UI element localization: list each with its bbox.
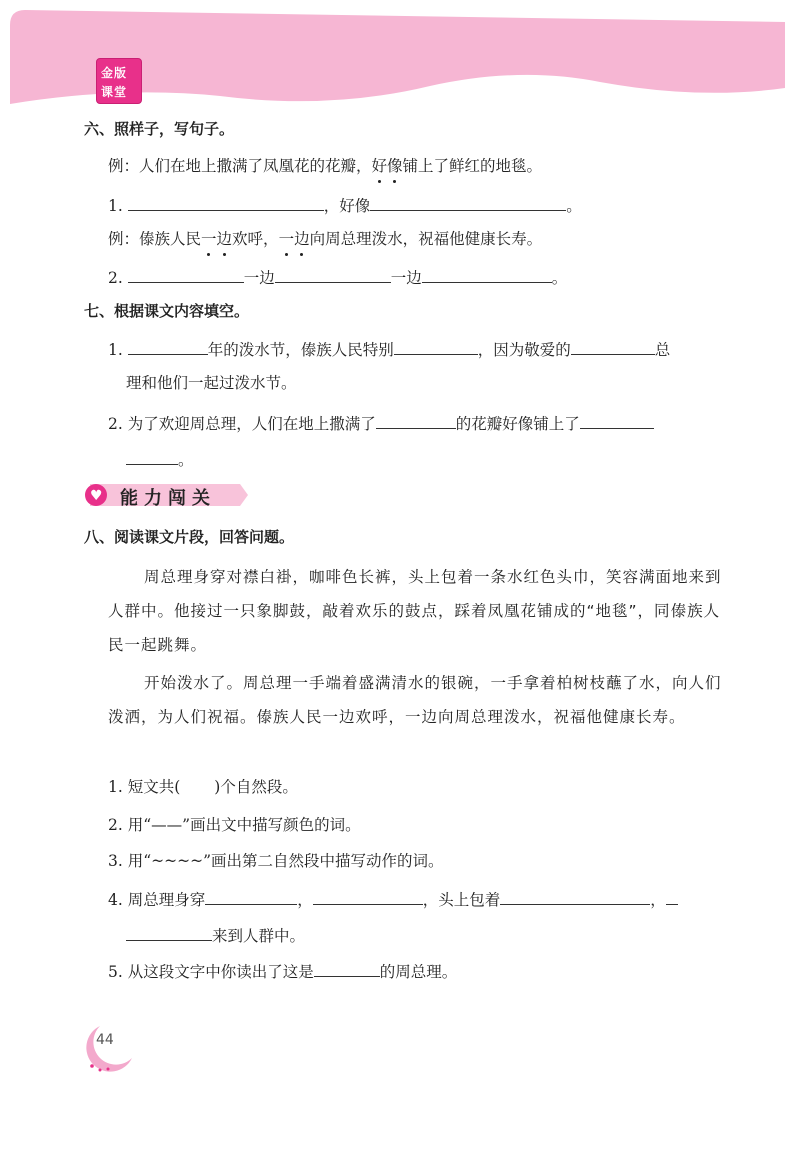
s8-q1 (108, 776, 298, 798)
example2-part3: 向周总理泼水，祝福他健康长寿。 (309, 230, 543, 248)
s7-q2-blank1[interactable] (376, 410, 456, 429)
s7-q2-end: 。 (178, 451, 194, 469)
s8-q4-blank3[interactable] (500, 886, 650, 905)
s7-q1-blank1[interactable] (128, 336, 208, 355)
s8-q4-blank5[interactable] (126, 922, 212, 941)
item2-blank3[interactable] (422, 264, 552, 283)
example2-dot-bian2: 边 (294, 230, 310, 248)
s7-q2-text1: 2. 为了欢迎周总理，人们在地上撒满了 (108, 415, 376, 433)
passage-para2: 开始泼水了。周总理一手端着盛满清水的银碗，一手拿着柏树枝蘸了水，向人们泼洒，为人们祝福。傣族人民一边欢呼，一边向周总理泼水，祝福他健康长寿。 (108, 674, 722, 726)
s7-q1-text1: 年的泼水节，傣族人民特别 (207, 341, 394, 359)
s7-q2 (108, 410, 654, 435)
example2-dot-yi2: 一 (278, 230, 295, 248)
example1-dot-hao: 好 (371, 157, 388, 175)
svg-text:♥: ♥ (90, 488, 103, 504)
section7-title: 七、根据课文内容填空。 (84, 302, 250, 320)
example1-part2: 铺上了鲜红的地毯。 (402, 157, 543, 175)
example2-dot-bian1: 边 (216, 230, 233, 248)
s8-q5-text1: 5. 从这段文字中你读出了这是 (108, 963, 314, 981)
example1 (108, 155, 542, 177)
item2-end: 。 (551, 269, 568, 287)
s8-q4-blank1[interactable] (205, 886, 297, 905)
s8-q4-line2 (126, 922, 305, 947)
example2-part2: 欢呼， (232, 230, 279, 248)
logo-line2: 课堂 (101, 85, 128, 99)
section8-title: 八、阅读课文片段，回答问题。 (84, 528, 295, 546)
example2-part1: 例：傣族人民 (108, 230, 202, 248)
section6-title: 六、照样子，写句子。 (84, 120, 235, 138)
s8-q2: 2. 用“——”画出文中描写颜色的词。 (108, 816, 361, 834)
s8-q4-text1: 4. 周总理身穿 (108, 891, 206, 909)
s7-q1-blank2[interactable] (394, 336, 478, 355)
moon-icon (78, 1022, 138, 1074)
item1-blank1[interactable] (128, 192, 324, 211)
item2-blank1[interactable] (128, 264, 244, 283)
s8-q4-comma2: ， (650, 891, 666, 909)
s8-q4-blank2[interactable] (313, 886, 423, 905)
item2-blank2[interactable] (275, 264, 391, 283)
s7-q2-line2 (126, 446, 194, 471)
item1-end: 。 (566, 197, 582, 215)
s8-q5 (108, 958, 457, 983)
item1-mid: ，好像 (323, 197, 371, 215)
passage-para1: 周总理身穿对襟白褂，咖啡色长裤，头上包着一条水红色头巾，笑容满面地来到人群中。他接过一只象脚鼓，敲着欢乐的鼓点，踩着凤凰花铺成的“地毯”，同傣族人民一起跳舞。 (108, 568, 722, 654)
s8-q1-text1: 1. 短文共( (108, 778, 181, 796)
example1-part1: 例：人们在地上撒满了凤凰花的花瓣， (108, 157, 372, 175)
item1-prefix: 1. (108, 197, 123, 215)
s8-q3: 3. 用“~~~~”画出第二自然段中描写动作的词。 (108, 852, 444, 870)
logo (96, 58, 142, 104)
s7-q1-line2: 理和他们一起过泼水节。 (126, 374, 297, 392)
s7-q1 (108, 336, 670, 361)
s7-q1-text2: ，因为敬爱的 (477, 341, 571, 359)
item2 (108, 264, 567, 289)
s8-q5-blank[interactable] (314, 958, 380, 977)
item2-mid2: 一边 (390, 269, 422, 287)
example2 (108, 228, 542, 250)
s8-q4-blank4[interactable] (666, 886, 678, 905)
item2-mid1: 一边 (243, 269, 275, 287)
s7-q2-blank3[interactable] (126, 446, 178, 465)
example1-dot-xiang: 像 (387, 157, 403, 175)
page-number: 44 (96, 1032, 114, 1048)
s7-q1-blank3[interactable] (571, 336, 655, 355)
ability-label: 能力闯关 (120, 488, 216, 509)
s8-q4-comma1: ， (297, 891, 313, 909)
item1 (108, 192, 582, 217)
s8-q1-text2: )个自然段。 (214, 778, 298, 796)
s7-q2-blank2[interactable] (580, 410, 654, 429)
s8-q4 (108, 886, 678, 911)
s7-q2-text2: 的花瓣好像铺上了 (455, 415, 580, 433)
item2-prefix: 2. (108, 269, 123, 287)
logo-line1: 金版 (101, 66, 128, 80)
example2-dot-yi1: 一 (201, 230, 217, 248)
s8-q4-text2: ，头上包着 (422, 891, 501, 909)
s7-q1-prefix: 1. (108, 341, 123, 359)
s7-q1-text3: 总 (654, 341, 671, 359)
s8-q5-text2: 的周总理。 (379, 963, 458, 981)
s8-q4-line2-text: 来到人群中。 (212, 927, 306, 945)
item1-blank2[interactable] (370, 192, 566, 211)
